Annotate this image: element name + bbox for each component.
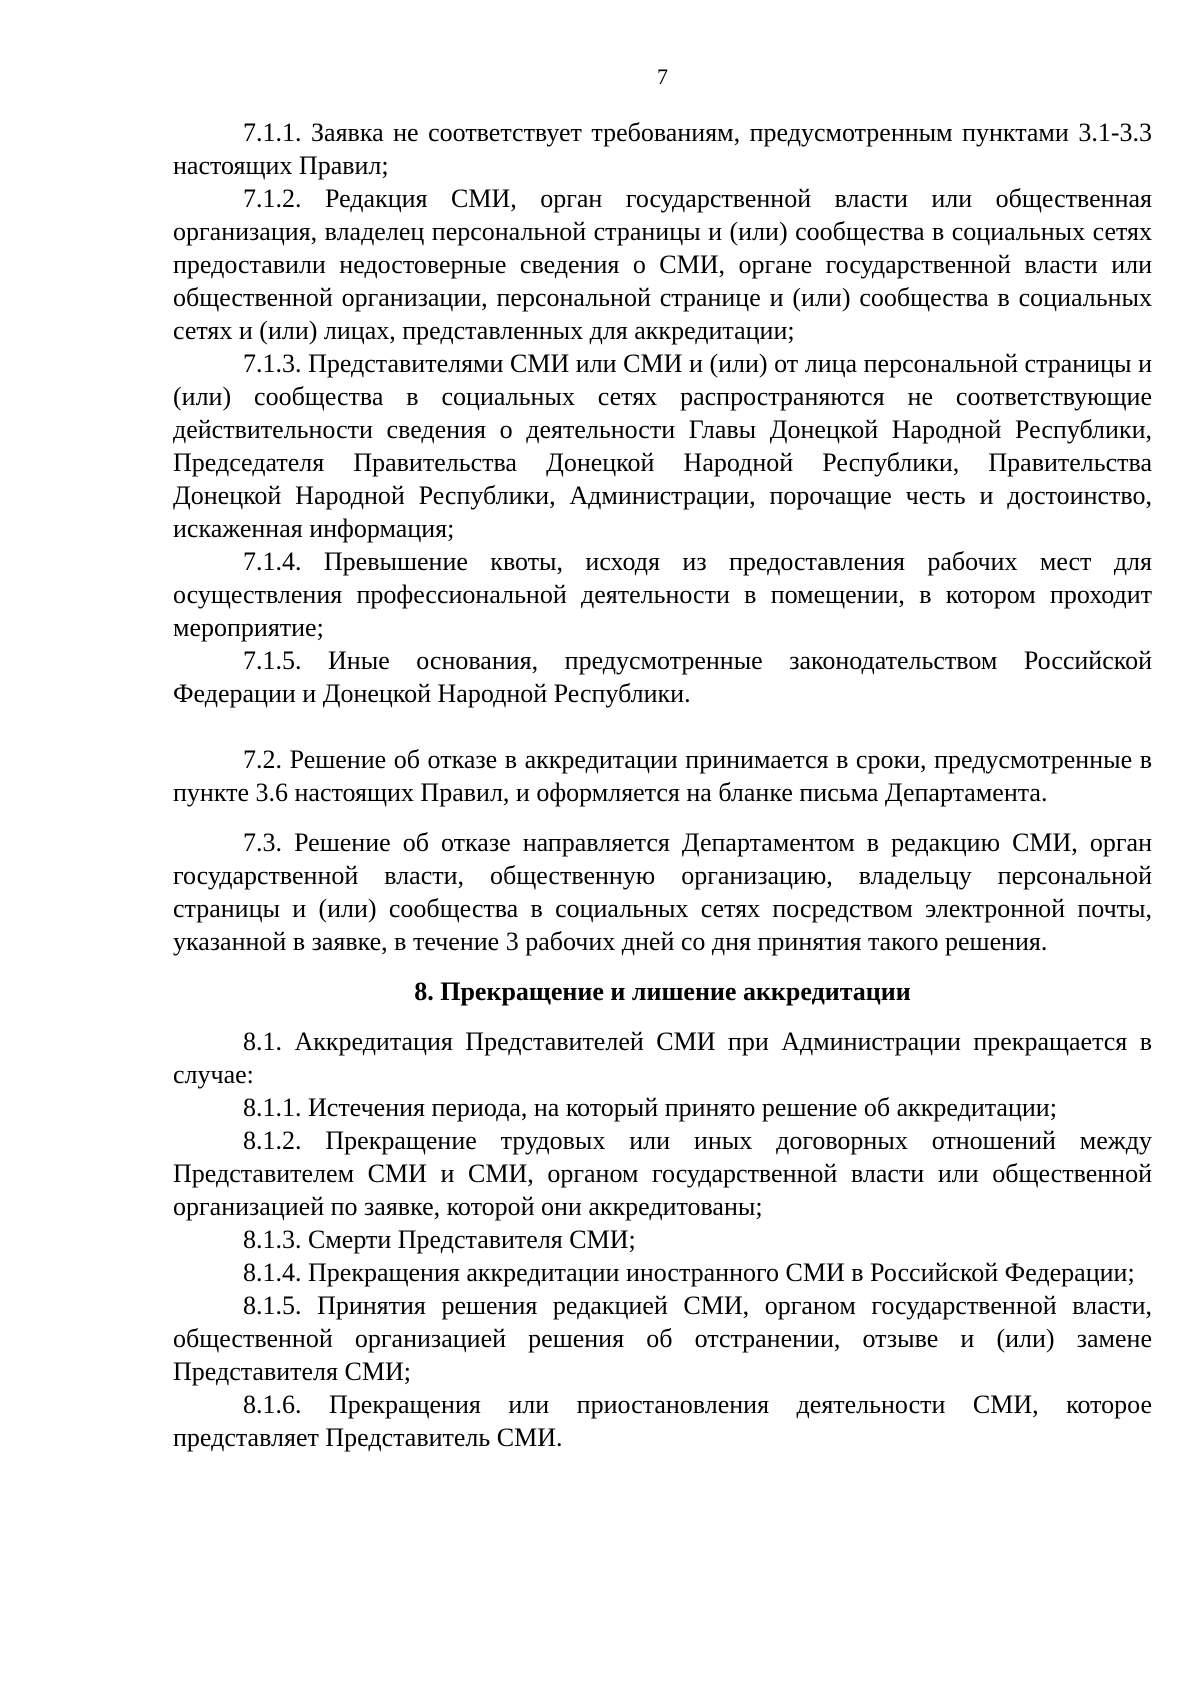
clause-8-1: 8.1. Аккредитация Представителей СМИ при Администрации прекращается в случае: bbox=[173, 1027, 1152, 1089]
clause-8-1-5: 8.1.5. Принятия решения редакцией СМИ, органом государственной власти, общественной организацией решения об отстранении, отзыве и (или) замене Представителя СМИ; bbox=[173, 1291, 1152, 1386]
clause-8-1-2: 8.1.2. Прекращение трудовых или иных договорных отношений между Представителем СМИ и СМИ, органом государственной власти или общественной организацией по заявке, которой они аккредитованы; bbox=[173, 1126, 1152, 1221]
clause-8-1-3: 8.1.3. Смерти Представителя СМИ; bbox=[243, 1225, 636, 1254]
clause-7-3: 7.3. Решение об отказе направляется Департаментом в редакцию СМИ, орган государственной власти, общественную организацию, владельцу персональной страницы и (или) сообщества в социальных сетях посредством электронной почты, указанной в заявке, в течение 3 рабочих дней со дня принятия такого решения. bbox=[173, 828, 1152, 956]
section-8-heading: 8. Прекращение и лишение аккредитации bbox=[414, 977, 911, 1006]
clause-7-1-1: 7.1.1. Заявка не соответствует требованиям, предусмотренным пунктами 3.1-3.3 настоящих Правил; bbox=[173, 118, 1152, 180]
clause-7-1-2: 7.1.2. Редакция СМИ, орган государственной власти или общественная организация, владелец персональной страницы и (или) сообщества в социальных сетях предоставили недостоверные сведения о СМИ, органе государственной власти или общественной организации, персональной странице и (или) сообщества в социальных сетях и (или) лицах, представленных для аккредитации; bbox=[173, 184, 1152, 345]
clause-8-1-1: 8.1.1. Истечения периода, на который принято решение об аккредитации; bbox=[243, 1093, 1057, 1122]
clause-7-1-3: 7.1.3. Представителями СМИ или СМИ и (или) от лица персональной страницы и (или) сообщества в социальных сетях распространяются не соответствующие действительности сведения о деятельности Главы Донецкой Народной Республики, Председателя Правительства Донецкой Народной Республики, Правительства Донецкой Народной Республики, Администрации, порочащие честь и достоинство, искаженная информация; bbox=[173, 349, 1152, 543]
clause-7-1-4: 7.1.4. Превышение квоты, исходя из предоставления рабочих мест для осуществления профессиональной деятельности в помещении, в котором проходит мероприятие; bbox=[173, 547, 1152, 642]
document-body bbox=[173, 116, 1152, 1454]
page-number: 7 bbox=[657, 64, 668, 89]
clause-7-2: 7.2. Решение об отказе в аккредитации принимается в сроки, предусмотренные в пункте 3.6 настоящих Правил, и оформляется на бланке письма Департамента. bbox=[173, 745, 1152, 807]
clause-7-1-5: 7.1.5. Иные основания, предусмотренные законодательством Российской Федерации и Донецкой Народной Республики. bbox=[173, 646, 1152, 708]
clause-8-1-4: 8.1.4. Прекращения аккредитации иностранного СМИ в Российской Федерации; bbox=[243, 1258, 1135, 1287]
clause-8-1-6: 8.1.6. Прекращения или приостановления деятельности СМИ, которое представляет Представитель СМИ. bbox=[173, 1390, 1152, 1452]
